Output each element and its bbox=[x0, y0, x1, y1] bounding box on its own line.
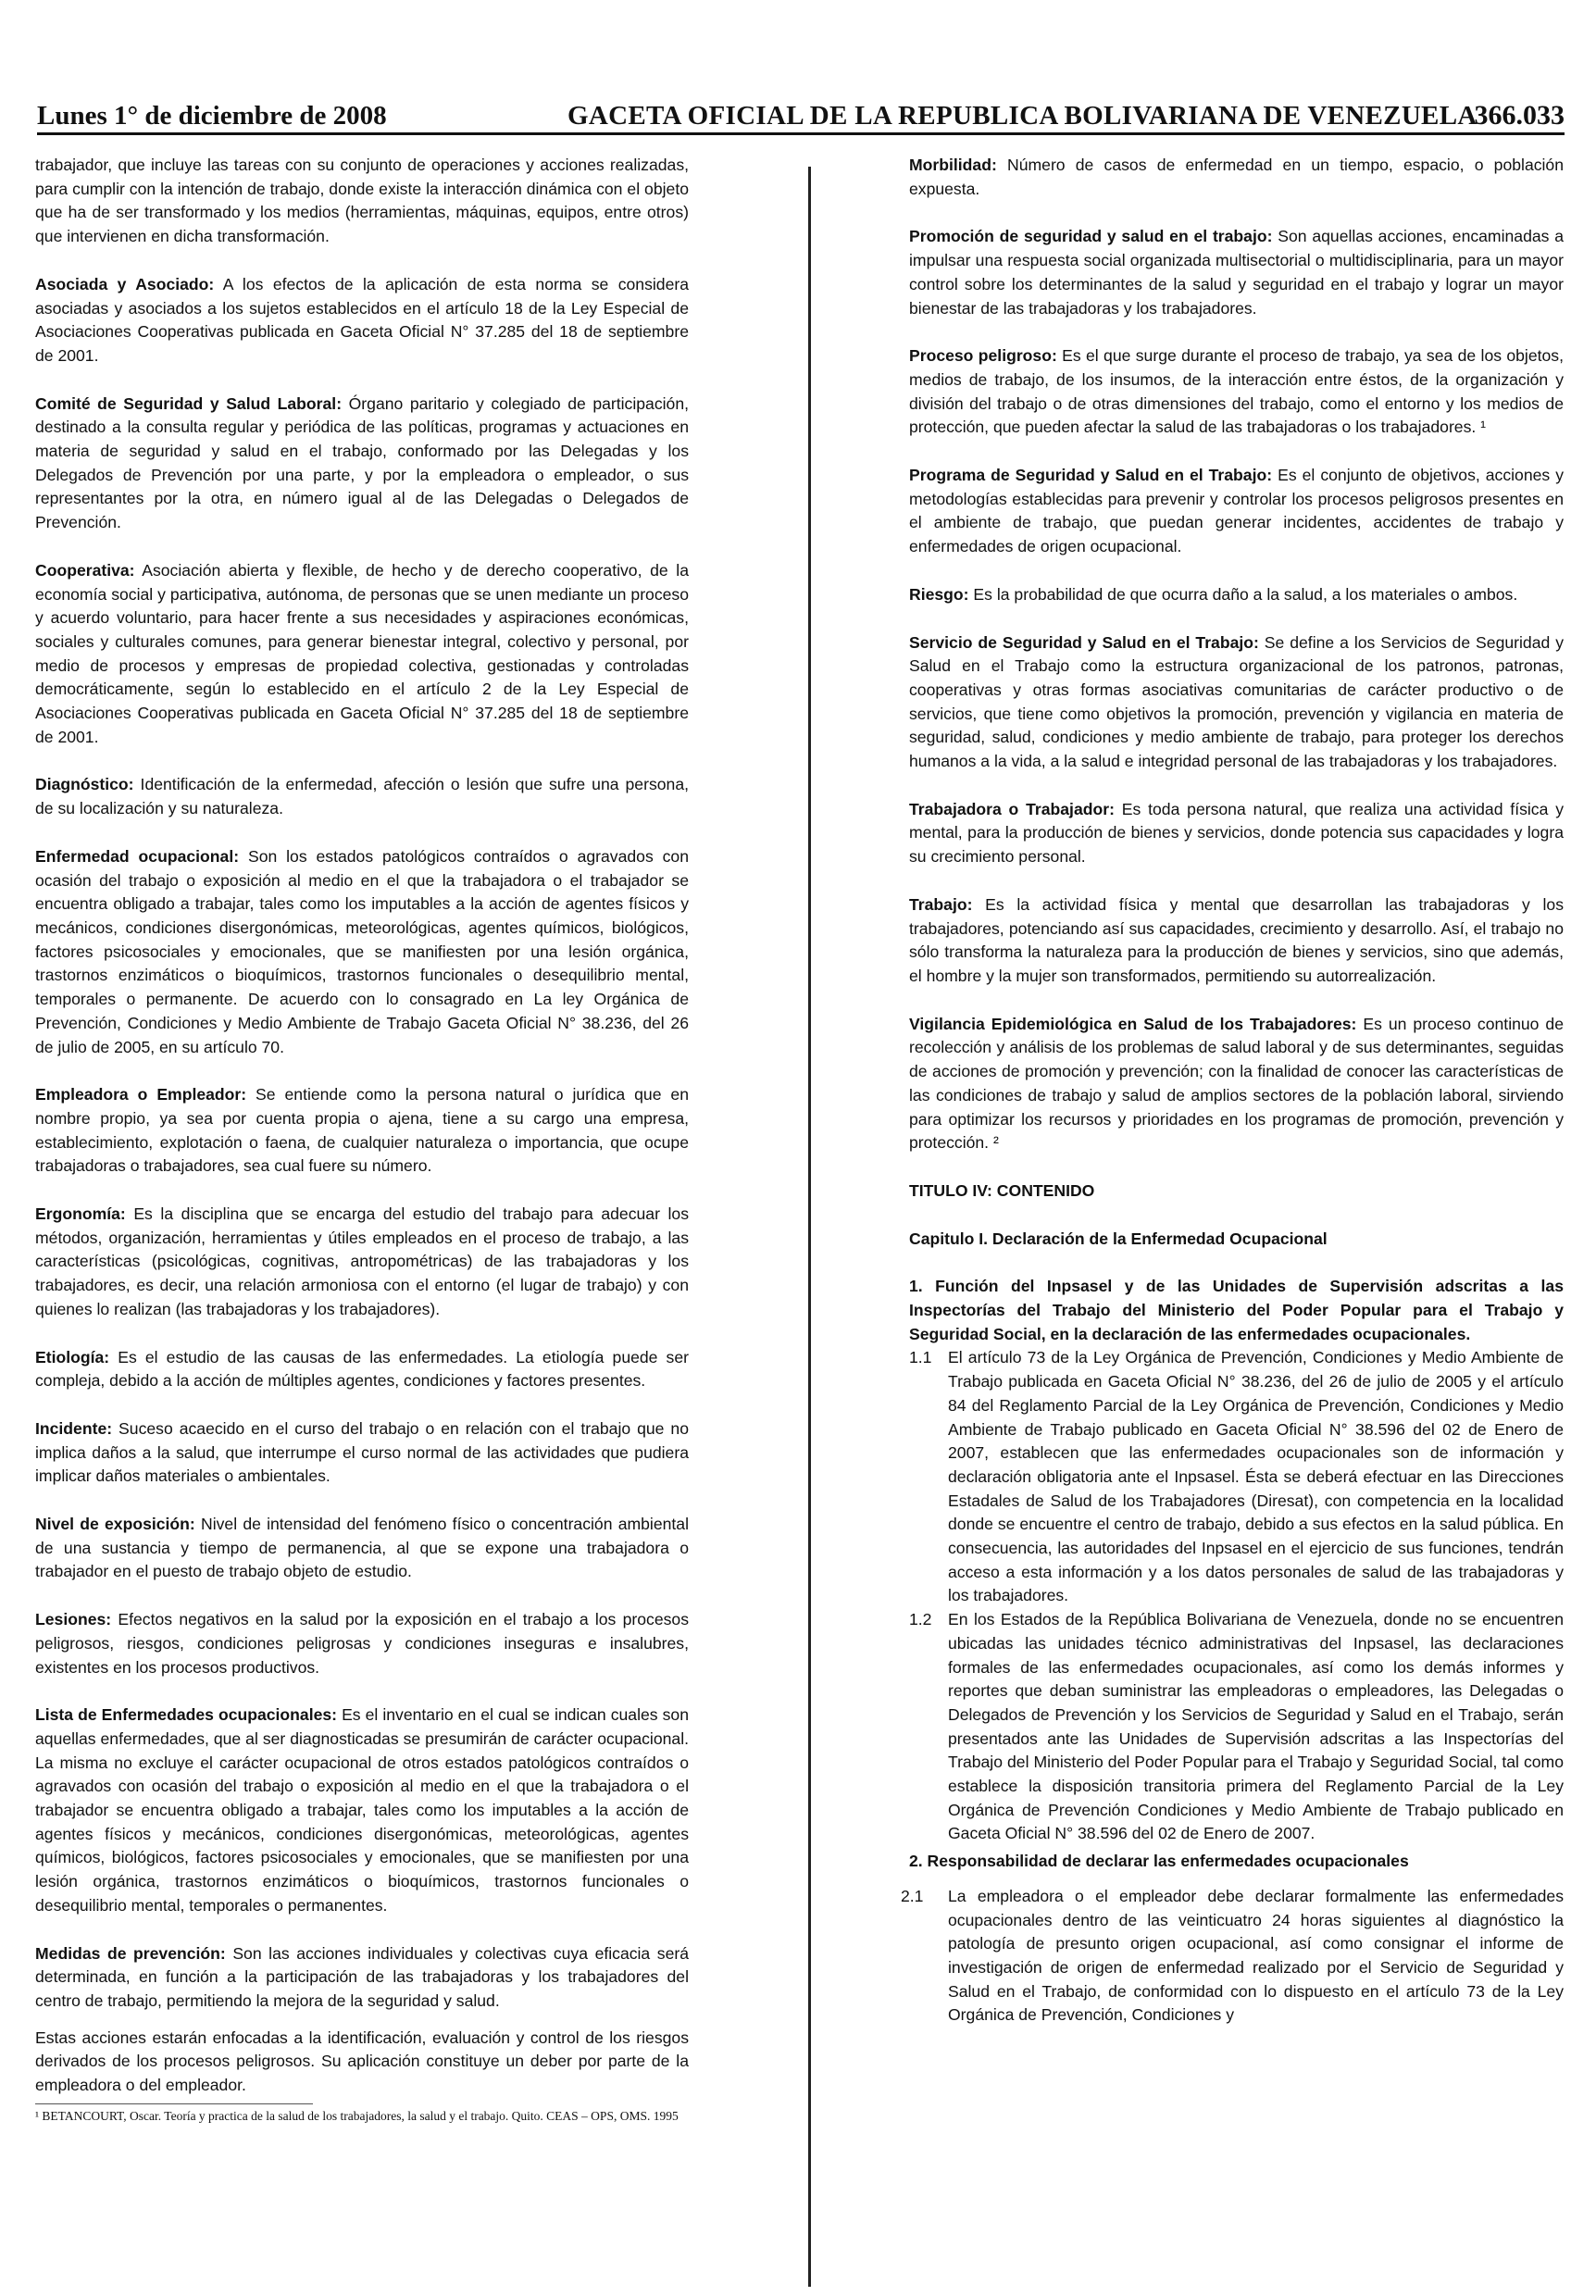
definition-term: Trabajo: bbox=[909, 894, 973, 914]
definition-paragraph bbox=[909, 464, 1564, 559]
definition-term: Etiología: bbox=[35, 1347, 110, 1366]
definition-text: Son aquellas acciones, encaminadas a impulsar una respuesta social organizada multisectorial o multidisciplinaria, para un mayor control sobre los determinantes de la salud y seguridad en el trabajo y lograr un mayor bienestar de las trabajadoras y los trabajadores. bbox=[909, 227, 1565, 318]
definition-term: Nivel de exposición: bbox=[35, 1515, 195, 1534]
definition-term: Proceso peligroso: bbox=[909, 346, 1057, 366]
definition-paragraph bbox=[909, 583, 1564, 607]
definition-term: Servicio de Seguridad y Salud en el Trabajo: bbox=[909, 632, 1259, 652]
definition-text: Es la probabilidad de que ocurra daño a la salud, a los materiales o ambos. bbox=[968, 584, 1518, 604]
definition-paragraph bbox=[909, 893, 1564, 989]
definition-text: Identificación de la enfermedad, afección o lesión que sufre una persona, de su localización y su naturaleza. bbox=[35, 775, 689, 818]
footnote-rule bbox=[35, 2103, 313, 2104]
numbered-item bbox=[909, 1346, 1564, 1608]
definition-text: Nivel de intensidad del fenómeno físico o concentración ambiental de una sustancia y tiempo de permanencia, al que se expone una trabajadora o trabajador en el puesto de trabajo objeto de estudio. bbox=[35, 1515, 689, 1581]
definition-paragraph bbox=[35, 1608, 689, 1679]
definition-text: Efectos negativos en la salud por la exposición en el trabajo a los procesos peligrosos, riesgos, condiciones peligrosas y condiciones inseguras e insalubres, existentes en los procesos productivos. bbox=[35, 1610, 689, 1677]
definition-term: Programa de Seguridad y Salud en el Trabajo: bbox=[909, 466, 1273, 485]
definition-paragraph bbox=[35, 845, 689, 1059]
numbered-item bbox=[901, 1885, 1564, 2028]
definition-text: Es toda persona natural, que realiza una actividad física y mental, para la producción de bienes y servicios, donde potencia sus capacidades y logra su crecimiento personal. bbox=[909, 799, 1564, 867]
definition-paragraph bbox=[35, 1203, 689, 1322]
definition-paragraph bbox=[35, 1513, 689, 1584]
item-text: El artículo 73 de la Ley Orgánica de Prevención, Condiciones y Medio Ambiente de Trabajo publicada en Gaceta Oficial N° 38.236, del 26 de julio de 2005 y el artículo 84 del Reglamento Parcial de la Ley Orgánica de Prevención, Condiciones y Medio Ambiente de Trabajo publicado en Gaceta Oficial N° 38.596 del 02 de Enero de 2007, establecen que las enfermedades ocupacionales son de información y declaración obligatoria ante el Inpsasel. Ésta se deberá efectuar en las Direcciones Estadales de Salud de los Trabajadores (Diresat), con competencia en la localidad donde se encuentre el centro de trabajo, debido a sus efectos en la salud pública. En consecuencia, las autoridades del Inpsasel en el ejercicio de sus funciones, tendrán acceso a esta información y a los datos personales de salud de las trabajadoras y los trabajadores. bbox=[948, 1348, 1564, 1605]
definition-term: Enfermedad ocupacional: bbox=[35, 846, 240, 866]
definition-term: Diagnóstico: bbox=[35, 775, 134, 794]
definition-term: Promoción de seguridad y salud en el trabajo: bbox=[909, 227, 1273, 246]
definition-text: Es el que surge durante el proceso de trabajo, ya sea de los objetos, medios de trabajo, de los insumos, de la interacción entre éstos, de la organización y división del trabajo o de otras dimensiones del trabajo, como el entorno y los medios de protección, que pueden afectar la salud de las trabajadoras o los trabajadores. ¹ bbox=[909, 346, 1564, 437]
titulo-heading: TITULO IV: CONTENIDO bbox=[909, 1180, 1095, 1200]
definition-term: Ergonomía: bbox=[35, 1204, 126, 1224]
definition-term: Comité de Seguridad y Salud Laboral: bbox=[35, 393, 343, 413]
definition-term: Lista de Enfermedades ocupacionales: bbox=[35, 1705, 338, 1725]
section-1-items bbox=[909, 1346, 1564, 1846]
definition-text: Son las acciones individuales y colectivas cuya eficacia será determinada, en función a la participación de las trabajadoras y los trabajadores del centro de trabajo, permitiendo la mejora de la seguridad y salud. bbox=[35, 1943, 689, 2010]
definition-term: Morbilidad: bbox=[909, 156, 997, 174]
definition-text: Es un proceso continuo de recolección y análisis de los problemas de salud laboral y de sus determinantes, seguidas de acciones de promoción y prevención; con la finalidad de conocer las características de las condiciones de trabajo y salud de amplios sectores de la población laboral, sirviendo para optimizar los recursos y prioridades en los programas de promoción, prevención y protección. ² bbox=[909, 1014, 1564, 1153]
numbered-item bbox=[909, 1608, 1564, 1846]
definition-paragraph bbox=[909, 225, 1564, 320]
definition-paragraph bbox=[35, 773, 689, 820]
column-divider bbox=[808, 167, 811, 2287]
definition-term: Cooperativa: bbox=[35, 560, 135, 580]
definition-paragraph bbox=[35, 559, 689, 750]
definition-term: Trabajadora o Trabajador: bbox=[909, 799, 1115, 818]
definition-text: Es el estudio de las causas de las enfermedades. La etiología puede ser compleja, debido a la acción de múltiples agentes, condiciones y factores presentes. bbox=[35, 1347, 689, 1391]
definition-text: Se define a los Servicios de Seguridad y Salud en el Trabajo como la estructura organizacional de los patronos, patronas, cooperativas y otras formas asociativas comunitarias de carácter productivo o de servicios, que tiene como objetivos la promoción, prevención y vigilancia en materia de seguridad, salud, condiciones y medio ambiente de trabajo, para proteger los derechos humanos a la vida, a la salud e integridad personal de las trabajadoras y los trabajadores. bbox=[909, 632, 1564, 771]
definition-term: Lesiones: bbox=[35, 1610, 112, 1629]
definition-term: Vigilancia Epidemiológica en Salud de los Trabajadores: bbox=[909, 1014, 1357, 1033]
definition-text: Suceso acaecido en el curso del trabajo o en relación con el trabajo que no implica daños a la salud, que interrumpe el curso normal de las actividades que pudiera implicar daños materiales o ambientales. bbox=[35, 1418, 689, 1486]
definition-paragraph bbox=[35, 1083, 689, 1179]
definition-text: A los efectos de la aplicación de esta norma se considera asociadas y asociados a los sujetos establecidos en el artículo 18 de la Ley Especial de Asociaciones Cooperativas publicada en Gaceta Oficial N° 37.285 del 18 de septiembre de 2001. bbox=[35, 274, 689, 365]
definition-paragraph bbox=[909, 154, 1564, 201]
header-title: GACETA OFICIAL DE LA REPUBLICA BOLIVARIANA DE VENEZUELA bbox=[567, 101, 1478, 131]
definition-text: Número de casos de enfermedad en un tiempo, espacio, o población expuesta. bbox=[909, 156, 1564, 198]
item-number: 1.2 bbox=[909, 1610, 932, 1629]
item-text: En los Estados de la República Bolivariana de Venezuela, donde no se encuentren ubicadas las unidades técnico administrativas del Inpsasel, las declaraciones formales de las enfermedades ocupacionales, así como los demás informes y reportes que deban suministrar las empleadoras o empleadores, las Delegadas o Delegados de Prevención y los Servicios de Seguridad y Salud en el Trabajo, serán presentados ante las Unidades de Supervisión adscritas a las Inspectorías del Trabajo del Ministerio del Poder Popular para el Trabajo y Seguridad Social, tal como establece la disposición transitoria primera del Reglamento Parcial de la Ley Orgánica de Prevención Condiciones y Medio Ambiente de Trabajo publicado en Gaceta Oficial N° 38.596 del 02 de Enero de 2007. bbox=[948, 1610, 1564, 1843]
right-definitions bbox=[909, 154, 1564, 1155]
definition-paragraph bbox=[35, 273, 689, 368]
section-2-items bbox=[901, 1885, 1564, 2028]
medidas-continuation: Estas acciones estarán enfocadas a la identificación, evaluación y control de los riesgos derivados de los procesos peligrosos. Su aplicación constituye un deber por parte de la empleadora o del empleador. bbox=[35, 2028, 689, 2095]
definition-paragraph bbox=[909, 344, 1564, 440]
section-2-title: 2. Responsabilidad de declarar las enfermedades ocupacionales bbox=[909, 1852, 1409, 1871]
definition-term: Riesgo: bbox=[909, 584, 969, 604]
definition-text: Es la disciplina que se encarga del estudio del trabajo para adecuar los métodos, organización, herramientas y útiles empleados en el proceso de trabajo, a las características (psicológicas, cognitivas, antropométricas) de las trabajadoras y los trabajadores, es decir, una relación armoniosa con el entorno (el lugar de trabajo) y con quienes lo realizan (las trabajadoras y los trabajadores). bbox=[35, 1204, 689, 1318]
definition-paragraph bbox=[909, 1013, 1564, 1155]
definition-text: Es el inventario en el cual se indican cuales son aquellas enfermedades, que al ser diagnosticadas se presumirán de carácter ocupacional. La misma no excluye el carácter ocupacional de otros estados patológicos contraídos o agravados con ocasión del trabajo o exposición al medio en el que la trabajadora o el trabajador se encuentra obligado a trabajar, tales como los imputables a la acción de agentes físicos y mecánicos, condiciones disergonómicas, meteorológicas, agentes químicos, biológicos, factores psicosociales y emocionales, que se manifiesten por una lesión orgánica, trastornos enzimáticos o bioquímicos, trastornos funcionales o desequilibrio mental, temporales o permanentes. bbox=[35, 1705, 689, 1915]
definition-text: Es la actividad física y mental que desarrollan las trabajadoras y los trabajadores, potenciando así sus capacidades, crecimiento y desarrollo. Así, el trabajo no sólo transforma la naturaleza para la producción de bienes y servicios, sino que además, el hombre y la mujer son transformados, permitiendo su autorrealización. bbox=[909, 894, 1564, 985]
definition-paragraph bbox=[909, 631, 1564, 774]
definition-paragraph bbox=[35, 1703, 689, 1917]
page-header bbox=[37, 100, 1565, 133]
right-column bbox=[901, 154, 1565, 2028]
definition-term: Asociada y Asociado: bbox=[35, 274, 215, 293]
item-text: La empleadora o el empleador debe declarar formalmente las enfermedades ocupacionales dentro de las veinticuatro 24 horas siguientes al diagnóstico la patología de presunto origen ocupacional, así como consignar el informe de investigación de origen de enfermedad realizado por el Servicio de Seguridad y Salud en el Trabajo, de conformidad con lo dispuesto en el artículo 73 de la Ley Orgánica de Prevención, Condiciones y bbox=[948, 1886, 1564, 2025]
definition-term: Medidas de prevención: bbox=[35, 1943, 226, 1963]
definition-paragraph bbox=[35, 1942, 689, 2014]
left-column bbox=[35, 154, 689, 2125]
definition-paragraph bbox=[35, 393, 689, 535]
item-number: 2.1 bbox=[901, 1886, 924, 1905]
definition-text: Son los estados patológicos contraídos o agravados con ocasión del trabajo o exposición al medio en el que la trabajadora o el trabajador se encuentra obligado a trabajar, tales como los imputables a la acción de agentes físicos y mecánicos, condiciones disergonómicas, meteorológicas, agentes químicos, biológicos, factores psicosociales y emocionales, que se manifiesten por una lesión orgánica, trastornos enzimáticos o bioquímicos, trastornos funcionales o desequilibrio mental, temporales o permanente. De acuerdo con lo consagrado en La ley Orgánica de Prevención, Condiciones y Medio Ambiente de Trabajo Gaceta Oficial N° 38.236, del 26 de julio de 2005, en su artículo 70. bbox=[35, 846, 690, 1056]
definition-term: Incidente: bbox=[35, 1418, 113, 1438]
footnote: ¹ BETANCOURT, Oscar. Teoría y practica de la salud de los trabajadores, la salud y el trabajo. Quito. CEAS – OPS, OMS. 1995 bbox=[35, 2108, 679, 2123]
definition-paragraph bbox=[909, 798, 1564, 869]
definition-paragraph bbox=[35, 1346, 689, 1393]
header-date: Lunes 1° de diciembre de 2008 bbox=[37, 101, 387, 131]
header-page-number: 366.033 bbox=[1474, 100, 1565, 131]
intro-paragraph: trabajador, que incluye las tareas con su conjunto de operaciones y acciones realizadas, para cumplir con la intención de trabajo, donde existe la interacción dinámica con el objeto que ha de ser transformado y los medios (herramientas, máquinas, equipos, entre otros) que intervienen en dicha transformación. bbox=[35, 156, 689, 246]
definition-text: Se entiende como la persona natural o jurídica que en nombre propio, ya sea por cuenta propia o ajena, tiene a su cargo una empresa, establecimiento, explotación o faena, de cualquier naturaleza o importancia, que ocupe trabajadoras o trabajadores, sea cual fuere su número. bbox=[35, 1085, 689, 1176]
definition-paragraph bbox=[35, 1417, 689, 1489]
definition-text: Es el conjunto de objetivos, acciones y metodologías establecidas para prevenir y controlar los procesos peligrosos presentes en el ambiente de trabajo, que puedan generar incidentes, accidentes de trabajo y enfermedades de origen ocupacional. bbox=[909, 466, 1564, 556]
definition-text: Asociación abierta y flexible, de hecho y de derecho cooperativo, de la economía social y participativa, autónoma, de personas que se unen mediante un proceso y acuerdo voluntario, para hacer frente a sus necesidades y aspiraciones económicas, sociales y culturales comunes, para generar bienestar integral, colectivo y personal, por medio de procesos y empresas de propiedad colectiva, gestionadas y controladas democráticamente, según lo establecido en el artículo 2 de la Ley Especial de Asociaciones Cooperativas publicada en Gaceta Oficial N° 37.285 del 18 de septiembre de 2001. bbox=[35, 560, 689, 746]
item-number: 1.1 bbox=[909, 1348, 932, 1367]
definition-text: Órgano paritario y colegiado de participación, destinado a la consulta regular y periódica de las políticas, programas y actuaciones en materia de seguridad y salud en el trabajo, conformado por las Delegadas y los Delegados de Prevención por una parte, y por la empleadora o empleador, o sus representantes por la otra, en número igual al de las Delegadas o Delegados de Prevención. bbox=[35, 393, 689, 532]
definition-term: Empleadora o Empleador: bbox=[35, 1085, 247, 1104]
left-definitions bbox=[35, 273, 689, 1918]
section-1-title: 1. Función del Inpsasel y de las Unidades de Supervisión adscritas a las Inspectorías del Trabajo del Ministerio del Poder Popular para el Trabajo y Seguridad Social, en la declaración de las enfermedades ocupacionales. bbox=[909, 1277, 1564, 1343]
header-rule bbox=[37, 132, 1565, 135]
capitulo-heading: Capitulo I. Declaración de la Enfermedad Ocupacional bbox=[909, 1229, 1328, 1248]
